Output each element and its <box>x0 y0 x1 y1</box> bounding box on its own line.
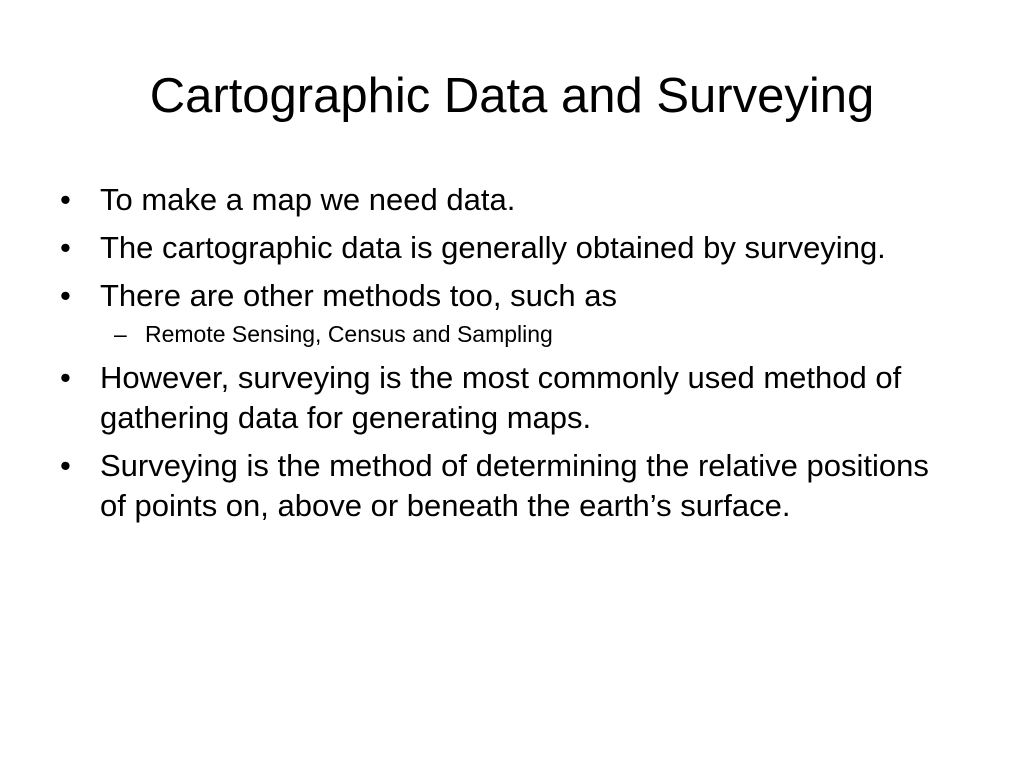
bullet-item <box>56 276 956 316</box>
bullet-text: There are other methods too, such as <box>100 278 617 313</box>
bullet-item <box>56 180 956 220</box>
bullet-text: Surveying is the method of determining the relative positions of points on, above or beneath the earth’s surface. <box>100 448 929 523</box>
sub-bullet-item <box>56 318 956 350</box>
sub-bullet-text: Remote Sensing, Census and Sampling <box>145 321 553 347</box>
bullet-text: However, surveying is the most commonly used method of gathering data for generating maps. <box>100 360 902 435</box>
bullet-icon: • <box>60 182 71 217</box>
bullet-icon: • <box>60 360 71 395</box>
dash-icon: – <box>114 321 127 347</box>
bullet-icon: • <box>60 230 71 265</box>
bullet-item <box>56 446 956 526</box>
bullet-icon: • <box>60 278 71 313</box>
bullet-icon: • <box>60 448 71 483</box>
bullet-text: The cartographic data is generally obtained by surveying. <box>100 230 886 265</box>
bullet-item <box>56 358 956 438</box>
slide-title: Cartographic Data and Surveying <box>149 69 875 123</box>
bullet-text: To make a map we need data. <box>100 182 516 217</box>
slide-body <box>56 180 956 534</box>
bullet-item <box>56 228 956 268</box>
